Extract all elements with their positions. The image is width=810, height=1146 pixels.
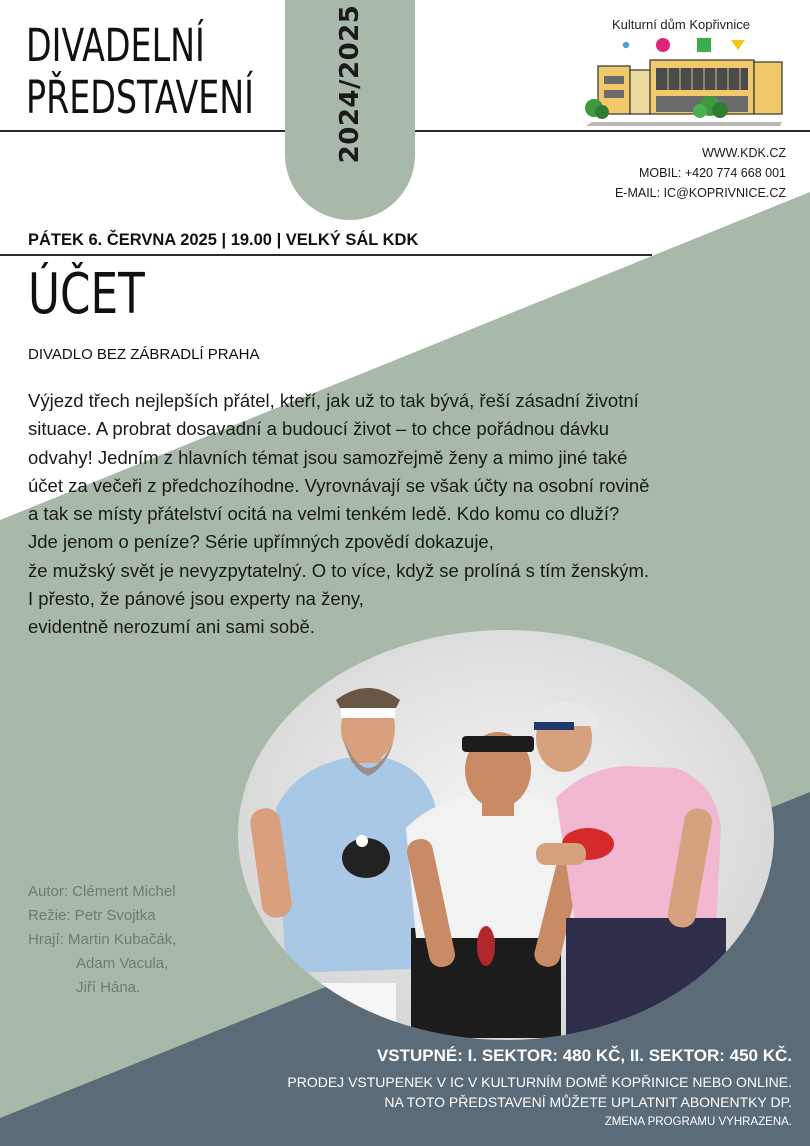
description-line: že mužský svět je nevyzpytatelný. O to více, když se prolíná s tím ženským. xyxy=(28,559,649,581)
description-line: evidentně nerozumí ani sami sobě. xyxy=(28,616,315,638)
contact-web: WWW.KDK.CZ xyxy=(701,146,786,160)
play-title: ÚČET xyxy=(28,262,145,327)
logo-triangle-yellow xyxy=(731,40,745,50)
building-icon xyxy=(582,56,788,126)
logo-shapes xyxy=(620,36,750,54)
main-title-line-1: DIVADELNÍ xyxy=(26,19,205,72)
description-line: I přesto, že pánové jsou experty na ženy, xyxy=(28,588,364,610)
season-label: 2024/2025 xyxy=(335,4,365,164)
description-line: Jde jenom o peníze? Série upřímných zpovědí dokazuje, xyxy=(28,531,494,553)
header-rule-right xyxy=(415,130,810,132)
credit-cast: Hrají: Martin Kubačák, xyxy=(28,931,177,948)
description-line: odvahy! Jedním z hlavních témat jsou samozřejmě ženy a mimo jiné také xyxy=(28,446,628,468)
price-subscription-info: NA TOTO PŘEDSTAVENÍ MŮŽETE UPLATNIT ABONENTKY DP. xyxy=(384,1094,792,1110)
main-title xyxy=(26,20,254,124)
logo-dot-blue xyxy=(623,42,629,48)
description-line: situace. A probrat dosavadní a budoucí život – to chce pořádnou dávku xyxy=(28,418,610,440)
credit-director: Režie: Petr Svojtka xyxy=(28,907,156,924)
event-rule xyxy=(0,254,652,256)
header-rule-left xyxy=(0,130,285,132)
logo-square-green xyxy=(697,38,711,52)
program-change-note: ZMENA PROGRAMU VYHRAZENA. xyxy=(604,1116,792,1128)
description xyxy=(28,387,788,642)
credit-author: Autor: Clément Michel xyxy=(28,883,176,900)
credit-cast-2: Adam Vacula, xyxy=(76,955,169,972)
cast-photo xyxy=(236,628,776,1042)
contact-info xyxy=(615,143,786,203)
price-sale-info: PRODEJ VSTUPENEK V IC V KULTURNÍM DOMĚ KOPŘINICE NEBO ONLINE. xyxy=(287,1074,792,1090)
event-date-line: PÁTEK 6. ČERVNA 2025 | 19.00 | VELKÝ SÁL KDK xyxy=(28,231,419,249)
price-main: VSTUPNÉ: I. SEKTOR: 480 KČ, II. SEKTOR: 450 KČ. xyxy=(376,1046,792,1065)
credits xyxy=(28,880,176,1000)
description-line: účet za večeři z předchozíhodne. Vyrovnávají se však účty na osobní rovině xyxy=(28,474,650,496)
description-line: a tak se místy přátelství ocitá na velmi tenkém ledě. Kdo komu co dluží? xyxy=(28,503,620,525)
theatre-company: DIVADLO BEZ ZÁBRADLÍ PRAHA xyxy=(28,346,260,363)
logo-dot-pink xyxy=(656,38,670,52)
main-title-line-2: PŘEDSTAVENÍ xyxy=(26,71,255,124)
contact-mobile: MOBIL: +420 774 668 001 xyxy=(639,166,786,180)
credit-cast-3: Jiří Hána. xyxy=(76,979,141,996)
pricing-info xyxy=(287,1046,792,1128)
logo-title: Kulturní dům Kopřivnice xyxy=(612,17,751,32)
description-line: Výjezd třech nejlepších přátel, kteří, jak už to tak bývá, řeší zásadní životní xyxy=(28,390,639,411)
contact-email: E-MAIL: IC@KOPRIVNICE.CZ xyxy=(614,186,786,200)
